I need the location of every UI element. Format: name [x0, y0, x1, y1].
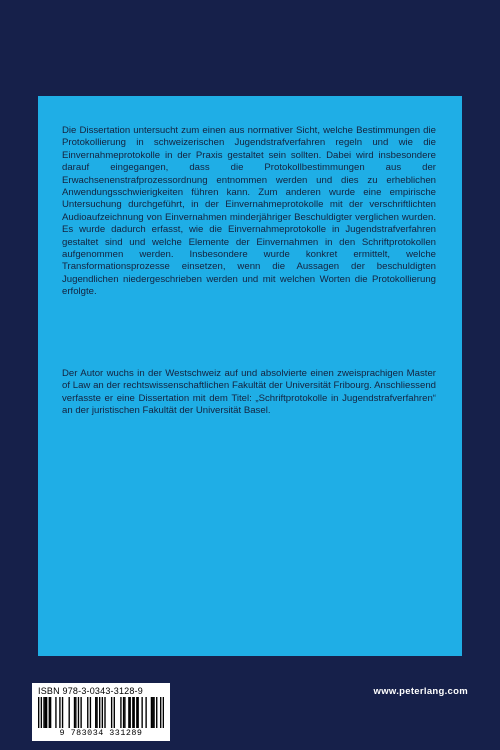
barcode-bar	[45, 697, 46, 728]
abstract-text: Die Dissertation untersucht zum einen aus normativer Sicht, welche Bestimmungen die Protokollierung in schweizerischen Jugendstrafverfahren regeln und wie die Einvernahmeprotokolle in der Praxis gestaltet sein sollten. Dabei wird insbesondere darauf eingegangen, dass die Protokollbestimmungen aus der Erwachsenenstrafprozessordnung entnommen werden und dies zu erheblichen Anwendungsschwierigkeiten führen kann. Zum anderen wurde eine empirische Untersuchung durchgeführt, in der Einvernahmeprotokolle mit der verschriftlichten Audioaufzeichnung von Einvernahmen minderjähriger Beschuldigter verglichen wurden. Es wurde dadurch erfasst, wie die Einvernahmeprotokolle in Jugendstrafverfahren gestaltet sind und welche Elemente der Einvernahmen in den Schriftprotokollen aufgenommen werden. Insbesondere wurde konkret ermittelt, welche Transformationsprozesse einsetzen, wenn die Aussagen der beschuldigten Jugendlichen niedergeschrieben werden und mit welchen Worten die Protokollierung erfolgte.	[62, 125, 436, 298]
barcode-bar	[99, 697, 100, 728]
barcode-bar	[156, 697, 157, 728]
barcode-bar	[160, 697, 161, 728]
barcode-bar	[111, 697, 112, 728]
barcode-bar	[43, 697, 44, 728]
barcode-bar	[120, 697, 121, 728]
barcode-bar	[38, 697, 39, 728]
barcode-bar	[145, 697, 146, 728]
barcode-bar	[96, 697, 97, 728]
barcode-bar	[152, 697, 153, 728]
barcode-bar	[141, 697, 142, 728]
barcode-bar	[124, 697, 125, 728]
barcode-bar	[136, 697, 137, 728]
barcode-bar	[95, 697, 96, 728]
barcode-bar	[132, 697, 133, 728]
barcode-bar	[90, 697, 91, 728]
barcode-digits: 9 783034 331289	[59, 728, 143, 738]
publisher-website: www.peterlang.com	[373, 686, 468, 697]
barcode-bar	[137, 697, 138, 728]
barcode-bar	[46, 697, 47, 728]
barcode-bar	[151, 697, 152, 728]
barcode-bar	[41, 697, 42, 728]
barcode-bar	[59, 697, 60, 728]
barcode-bar	[114, 697, 115, 728]
barcode-bar	[78, 697, 79, 728]
barcode-bar	[80, 697, 81, 728]
barcode-bar	[130, 697, 131, 728]
isbn-barcode	[32, 683, 170, 741]
barcode-bar	[74, 697, 75, 728]
barcode-bar	[62, 697, 63, 728]
barcode-bar	[69, 697, 70, 728]
barcode-bar	[50, 697, 51, 728]
barcode-bar	[75, 697, 76, 728]
barcode-bar	[104, 697, 105, 728]
author-bio-text: Der Autor wuchs in der Westschweiz auf und absolvierte einen zweisprachigen Master of Law an der rechtswissenschaftlichen Fakultät der Universität Fribourg. Anschliessend verfasste er eine Dissertation mit dem Titel: „Schriftprotokolle in Jugendstrafverfahren“ an der juristischen Fakultät der Universität Basel.	[62, 368, 436, 417]
barcode-bar	[102, 697, 103, 728]
barcode-bar	[128, 697, 129, 728]
barcode-bar	[55, 697, 56, 728]
barcode-bar	[163, 697, 164, 728]
barcode-bar	[49, 697, 50, 728]
isbn-label: ISBN 978-3-0343-3128-9	[38, 686, 143, 696]
barcode-bars	[38, 697, 164, 728]
barcode-bar	[123, 697, 124, 728]
barcode-bar	[87, 697, 88, 728]
barcode-bar	[133, 697, 134, 728]
barcode-bar	[153, 697, 154, 728]
